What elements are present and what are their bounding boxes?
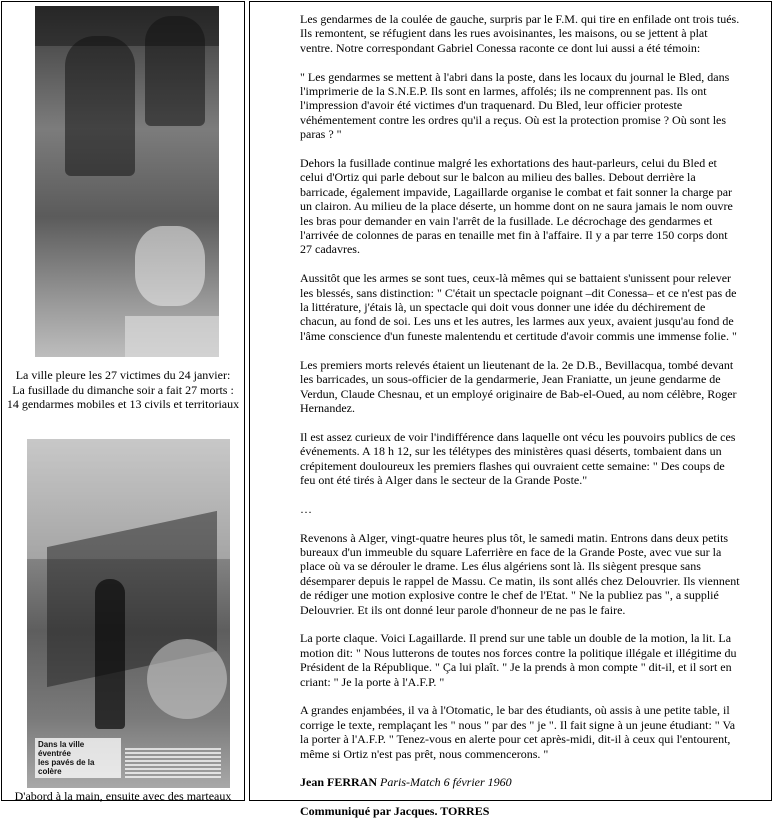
author-name: Jean FERRAN xyxy=(300,775,377,790)
communique-line: Communiqué par Jacques. TORRES xyxy=(300,803,490,818)
article-paragraph: " Les gendarmes se mettent à l'abri dans la poste, dans les locaux du journal le Bled, dans l'imprimerie de la S.N.E.P. Ils sont en larmes, affolés; ils ne comprennent pas. Ils ont l'impression d'avoir été victimes d'un traquenard. Du Bled, leur officier proteste véhémentement contre les ordres qu'il a reçus. Où est la protection promise ? Où sont les paras ? " xyxy=(300,69,730,142)
article-paragraph: La porte claque. Voici Lagaillarde. Il prend sur une table un double de la motion, la lit. La motion dit: " Nous lutterons de toutes nos forces contre la politique illégale et illégitime du Président de la République. " Ça lui plaît. " Je la prends à mon compte " dit-il, et il sort en criant: " Je la porte à l'A.F.P. " xyxy=(300,631,737,689)
caption-line: La ville pleure les 27 victimes du 24 janvier: xyxy=(15,368,231,382)
article-byline xyxy=(300,775,740,789)
crowd-mourning-photo xyxy=(35,6,219,357)
caption-line: La fusillade du dimanche soir a fait 27 morts : xyxy=(12,382,234,397)
photo-stamp-small-text xyxy=(125,748,221,778)
article-paragraph: A grandes enjambées, il va à l'Otomatic, le bar des étudiants, où assis à une petite table, il corrige le texte, remplaçant les " nous " par des " je ". Il fait signe à un jeune étudiant: " Va la porter à l'A.F.P. " Tenez-vous en alerte pour cet après-midi, dit-il à ceux qui l'entourent, même si Ortiz n'est pas prêt, nous commencerons. " xyxy=(300,703,736,761)
article-paragraph: Revenons à Alger, vingt-quatre heures plus tôt, le samedi matin. Entrons dans deux petits bureaux d'un immeuble du square Laferrière en face de la Grande Poste, avec vue sur la place où va se dérouler le drame. Les élus algériens sont là. Ils siègent presque sans désemparer depuis le rappel de Massu. Ce matin, ils sont allés chez Delouvrier. Ils viennent de rédiger une motion explosive contre le chef de l'Etat. " Ne la publiez pas ", a supplié Delouvrier. Et ils ont donné leur parole d'honneur de ne pas le faire. xyxy=(300,530,740,617)
article-paragraph: Les gendarmes de la coulée de gauche, surpris par le F.M. qui tire en enfilade ont trois tués. Ils remontent, se réfugient dans les rues avoisinantes, les maisons, ou se jettent à plat ventre. Notre correspondant Gabriel Conessa raconte ce dont lui aussi a été témoin: xyxy=(300,12,740,55)
left-photo-column xyxy=(1,1,245,801)
photo1-caption xyxy=(2,368,244,412)
article-column xyxy=(249,1,772,818)
article-paragraph: Il est assez curieux de voir l'indifférence dans laquelle ont vécu les pouvoirs publics de ces événements. A 18 h 12, sur les télétypes des ministères quasi déserts, tombaient dans un crépitement douloureux les premiers flashes qui ouvraient cette semaine: " Des coups de feu ont été tirés à Alger dans le secteur de la Grande Poste." xyxy=(300,429,736,487)
article-ellipsis: … xyxy=(300,501,312,516)
barricade-soldier-photo xyxy=(27,439,230,788)
photo2-caption: D'abord à la main, ensuite avec des marteaux xyxy=(14,789,232,803)
article-text xyxy=(300,12,740,833)
article-paragraph: Les premiers morts relevés étaient un lieutenant de la. 2e D.B., Bevillacqua, tombé devant les barricades, un sous-officier de la gendarmerie, Jean Franiatte, un jeune gendarme de Verdun, Claude Chesnau, et un employé originaire de Bab-el-Oued, au nom célèbre, Roger Hernandez. xyxy=(300,357,737,415)
caption-line: 14 gendarmes mobiles et 13 civils et territoriaux xyxy=(6,397,240,411)
article-paragraph: Dehors la fusillade continue malgré les exhortations des haut-parleurs, celui du Bled et celui d'Ortiz qui parle debout sur le balcon au milieu des balles. Debout derrière la barricade, également impavide, Lagaillarde organise le combat et fait sonner la charge par un clairon. Au milieu de la place déserte, un homme dont on ne saura jamais le nom ouvre les bras pour demander en vain l'arrêt de la fusillade. Le décrochage des gendarmes et l'arrivée de colonnes de paras en tenaille met fin à l'affaire. Il y a par terre 150 corps dont 27 cadavres. xyxy=(300,156,733,257)
photo-stamp: Dans la ville éventrée les pavés de la colère xyxy=(35,738,121,778)
article-source: Paris-Match 6 février 1960 xyxy=(380,775,512,790)
article-paragraph: Aussitôt que les armes se sont tues, ceux-là mêmes qui se battaient s'unissent pour relever les blessés, sans distinction: " C'était un spectacle poignant –dit Conessa– et ce n'est pas de la littérature, j'étais là, un spectacle qui doit vous donner une idée du déchirement de chacun, au fond de soi. Les uns et les autres, les larmes aux yeux, avaient jusqu'au fond de l'âme conscience d'un funeste malentendu et certitude d'avoir commis une immense folie. " xyxy=(300,271,737,343)
